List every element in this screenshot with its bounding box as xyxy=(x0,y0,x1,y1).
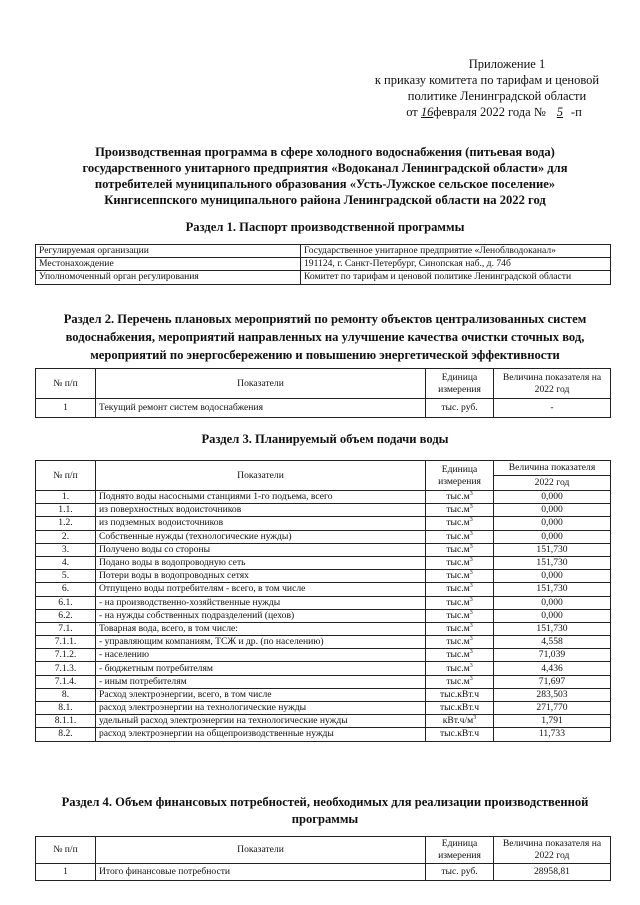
cell-unit: $тыс.м^3$ xyxy=(426,662,494,675)
table-row xyxy=(36,399,611,418)
cell-name: - на производственно-хозяйственные нужды xyxy=(96,596,426,609)
cell-name: - на нужды собственных подразделений (цехов) xyxy=(96,609,426,622)
financial-table xyxy=(35,836,611,881)
cell-value: Комитет по тарифам и ценовой политике Ленинградской области xyxy=(301,271,611,284)
cell-name: - бюджетным потребителям xyxy=(96,662,426,675)
cell-unit: $тыс.м^3$ xyxy=(426,596,494,609)
cell-num: 7.1.2. xyxy=(36,649,96,662)
cell-unit: $тыс.м^3$ xyxy=(426,570,494,583)
cell-value: - xyxy=(494,399,611,418)
cell-num: 2. xyxy=(36,530,96,543)
cell-value: 151,730 xyxy=(494,583,611,596)
cell-unit: $тыс.м^3$ xyxy=(426,556,494,569)
cell-num: 7.1.1. xyxy=(36,636,96,649)
cell-value: 11,733 xyxy=(494,728,611,741)
appendix-line: политике Ленинградской области xyxy=(407,89,587,103)
col-unit: Единица измерения xyxy=(426,369,494,399)
cell-name: Потери воды в водопроводных сетях xyxy=(96,570,426,583)
cell-name: расход электроэнергии на технологические нужды xyxy=(96,702,426,715)
table-row xyxy=(36,543,611,556)
cell-value: 28958,81 xyxy=(494,864,611,881)
table-row xyxy=(36,271,611,284)
appendix-line: Приложение 1 xyxy=(468,57,546,71)
heading-line: программы xyxy=(291,812,359,826)
cell-value: 4,436 xyxy=(494,662,611,675)
cell-value: 0,000 xyxy=(494,530,611,543)
cell-name: - управляющим компаниям, ТСЖ и др. (по населению) xyxy=(96,636,426,649)
cell-num: 1 xyxy=(36,399,96,418)
col-value: Величина показателя на 2022 год xyxy=(494,369,611,399)
cell-name: Расход электроэнергии, всего, в том числе xyxy=(96,688,426,701)
cell-name: Отпущено воды потребителям - всего, в том числе xyxy=(96,583,426,596)
heading-line: Раздел 2. Перечень плановых мероприятий по ремонту объектов централизованных систем xyxy=(63,312,587,326)
col-value: Величина показателя xyxy=(494,461,611,476)
col-num: № п/п xyxy=(36,369,96,399)
cell-value: 283,503 xyxy=(494,688,611,701)
heading-line: Раздел 4. Объем финансовых потребностей, необходимых для реализации производственной xyxy=(61,795,589,809)
section1-heading: Раздел 1. Паспорт производственной программы xyxy=(185,220,465,234)
cell-name: из подземных водоисточников xyxy=(96,517,426,530)
cell-name: удельный расход электроэнергии на технологические нужды xyxy=(96,715,426,728)
cell-value: 0,000 xyxy=(494,491,611,504)
handwritten-day: 16 xyxy=(420,105,434,119)
cell-name: Текущий ремонт систем водоснабжения xyxy=(96,399,426,418)
cell-unit: $кВт.ч/м^3$ xyxy=(426,715,494,728)
table-row xyxy=(36,245,611,258)
cell-name: расход электроэнергии на общепроизводственные нужды xyxy=(96,728,426,741)
cell-name: Получено воды со стороны xyxy=(96,543,426,556)
cell-value: 271,770 xyxy=(494,702,611,715)
table-row xyxy=(36,715,611,728)
cell-num: 1.2. xyxy=(36,517,96,530)
table-row xyxy=(36,517,611,530)
cell-num: 8.1.1. xyxy=(36,715,96,728)
cell-unit: $тыс.м^3$ xyxy=(426,649,494,662)
col-num: № п/п xyxy=(36,837,96,864)
table-row xyxy=(36,675,611,688)
cell-name: Товарная вода, всего, в том числе: xyxy=(96,622,426,635)
water-supply-table xyxy=(35,460,611,742)
table-row xyxy=(36,258,611,271)
cell-unit: тыс. руб. xyxy=(426,399,494,418)
cell-value: 71,697 xyxy=(494,675,611,688)
cell-unit: $тыс.м^3$ xyxy=(426,609,494,622)
table-row xyxy=(36,491,611,504)
cell-num: 6.2. xyxy=(36,609,96,622)
table-row xyxy=(36,864,611,881)
heading-line: мероприятий по энергосбережению и повышению энергетической эффективности xyxy=(90,348,560,362)
cell-num: 7.1.3. xyxy=(36,662,96,675)
table-row xyxy=(36,688,611,701)
cell-label: Местонахождение xyxy=(36,258,301,271)
appendix-line: к приказу комитета по тарифам и ценовой xyxy=(374,73,600,87)
appendix-date: от 16февраля 2022 года № 5 -п xyxy=(406,105,582,119)
col-name: Показатели xyxy=(96,461,426,491)
table-row xyxy=(36,570,611,583)
col-name: Показатели xyxy=(96,837,426,864)
col-unit: Единица измерения xyxy=(426,461,494,491)
cell-name: Поднято воды насосными станциями 1-го подъема, всего xyxy=(96,491,426,504)
cell-name: - иным потребителям xyxy=(96,675,426,688)
cell-num: 4. xyxy=(36,556,96,569)
title-line: Кингисеппского муниципального района Ленинградской области на 2022 год xyxy=(104,193,546,207)
table-row xyxy=(36,596,611,609)
col-value: Величина показателя на 2022 год xyxy=(494,837,611,864)
cell-num: 5. xyxy=(36,570,96,583)
col-unit: Единица измерения xyxy=(426,837,494,864)
title-line: Производственная программа в сфере холодного водоснабжения (питьевая вода) xyxy=(95,145,555,159)
section3-heading: Раздел 3. Планируемый объем подачи воды xyxy=(201,432,449,446)
passport-table xyxy=(35,244,611,285)
cell-unit: $тыс.м^3$ xyxy=(426,504,494,517)
cell-unit: $тыс.м^3$ xyxy=(426,517,494,530)
cell-unit: $тыс.м^3$ xyxy=(426,543,494,556)
cell-num: 8.1. xyxy=(36,702,96,715)
cell-name: Итого финансовые потребности xyxy=(96,864,426,881)
cell-num: 7.1.4. xyxy=(36,675,96,688)
cell-unit: тыс. руб. xyxy=(426,864,494,881)
table-row xyxy=(36,622,611,635)
cell-value: 0,000 xyxy=(494,504,611,517)
cell-num: 7.1. xyxy=(36,622,96,635)
cell-value: 4,558 xyxy=(494,636,611,649)
cell-value: 151,730 xyxy=(494,543,611,556)
col-num: № п/п xyxy=(36,461,96,491)
table-row xyxy=(36,556,611,569)
cell-unit: тыс.кВт.ч xyxy=(426,728,494,741)
cell-num: 6.1. xyxy=(36,596,96,609)
col-name: Показатели xyxy=(96,369,426,399)
table-row xyxy=(36,504,611,517)
cell-num: 1.1. xyxy=(36,504,96,517)
cell-value: 151,730 xyxy=(494,622,611,635)
cell-value: 0,000 xyxy=(494,570,611,583)
cell-value: 0,000 xyxy=(494,596,611,609)
heading-line: водоснабжения, мероприятий направленных на улучшение качества очистки сточных вод, xyxy=(65,330,585,344)
cell-name: из поверхностных водоисточников xyxy=(96,504,426,517)
cell-value: 1,791 xyxy=(494,715,611,728)
col-year: 2022 год xyxy=(494,476,611,491)
table-row xyxy=(36,530,611,543)
cell-num: 8. xyxy=(36,688,96,701)
cell-name: Собственные нужды (технологические нужды) xyxy=(96,530,426,543)
title-line: государственного унитарного предприятия «Водоканал Ленинградской области» для xyxy=(82,161,568,175)
title-line: потребителей муниципального образования «Усть-Лужское сельское поселение» xyxy=(94,177,556,191)
cell-num: 6. xyxy=(36,583,96,596)
cell-name: - населению xyxy=(96,649,426,662)
cell-label: Регулируемая организации xyxy=(36,245,301,258)
cell-value: 151,730 xyxy=(494,556,611,569)
cell-num: 3. xyxy=(36,543,96,556)
cell-unit: $тыс.м^3$ xyxy=(426,530,494,543)
cell-num: 1. xyxy=(36,491,96,504)
cell-label: Уполномоченный орган регулирования xyxy=(36,271,301,284)
table-row xyxy=(36,662,611,675)
cell-name: Подано воды в водопроводную сеть xyxy=(96,556,426,569)
cell-value: 0,000 xyxy=(494,517,611,530)
table-row xyxy=(36,649,611,662)
section2-heading xyxy=(30,310,620,364)
appendix-header xyxy=(362,56,612,120)
cell-unit: $тыс.м^3$ xyxy=(426,622,494,635)
cell-value: Государственное унитарное предприятие «Леноблводоканал» xyxy=(301,245,611,258)
cell-value: 71,039 xyxy=(494,649,611,662)
cell-num: 8.2. xyxy=(36,728,96,741)
table-row xyxy=(36,583,611,596)
cell-unit: $тыс.м^3$ xyxy=(426,491,494,504)
measures-table xyxy=(35,368,611,418)
document-title xyxy=(40,144,610,208)
table-row xyxy=(36,728,611,741)
section4-heading xyxy=(30,794,620,828)
handwritten-number: 5 xyxy=(556,105,564,119)
cell-unit: тыс.кВт.ч xyxy=(426,702,494,715)
table-row xyxy=(36,636,611,649)
cell-unit: $тыс.м^3$ xyxy=(426,583,494,596)
cell-value: 0,000 xyxy=(494,609,611,622)
cell-unit: $тыс.м^3$ xyxy=(426,636,494,649)
table-row xyxy=(36,609,611,622)
table-row xyxy=(36,702,611,715)
cell-value: 191124, г. Санкт-Петербург, Синопская наб., д. 74б xyxy=(301,258,611,271)
cell-num: 1 xyxy=(36,864,96,881)
cell-unit: тыс.кВт.ч xyxy=(426,688,494,701)
cell-unit: $тыс.м^3$ xyxy=(426,675,494,688)
